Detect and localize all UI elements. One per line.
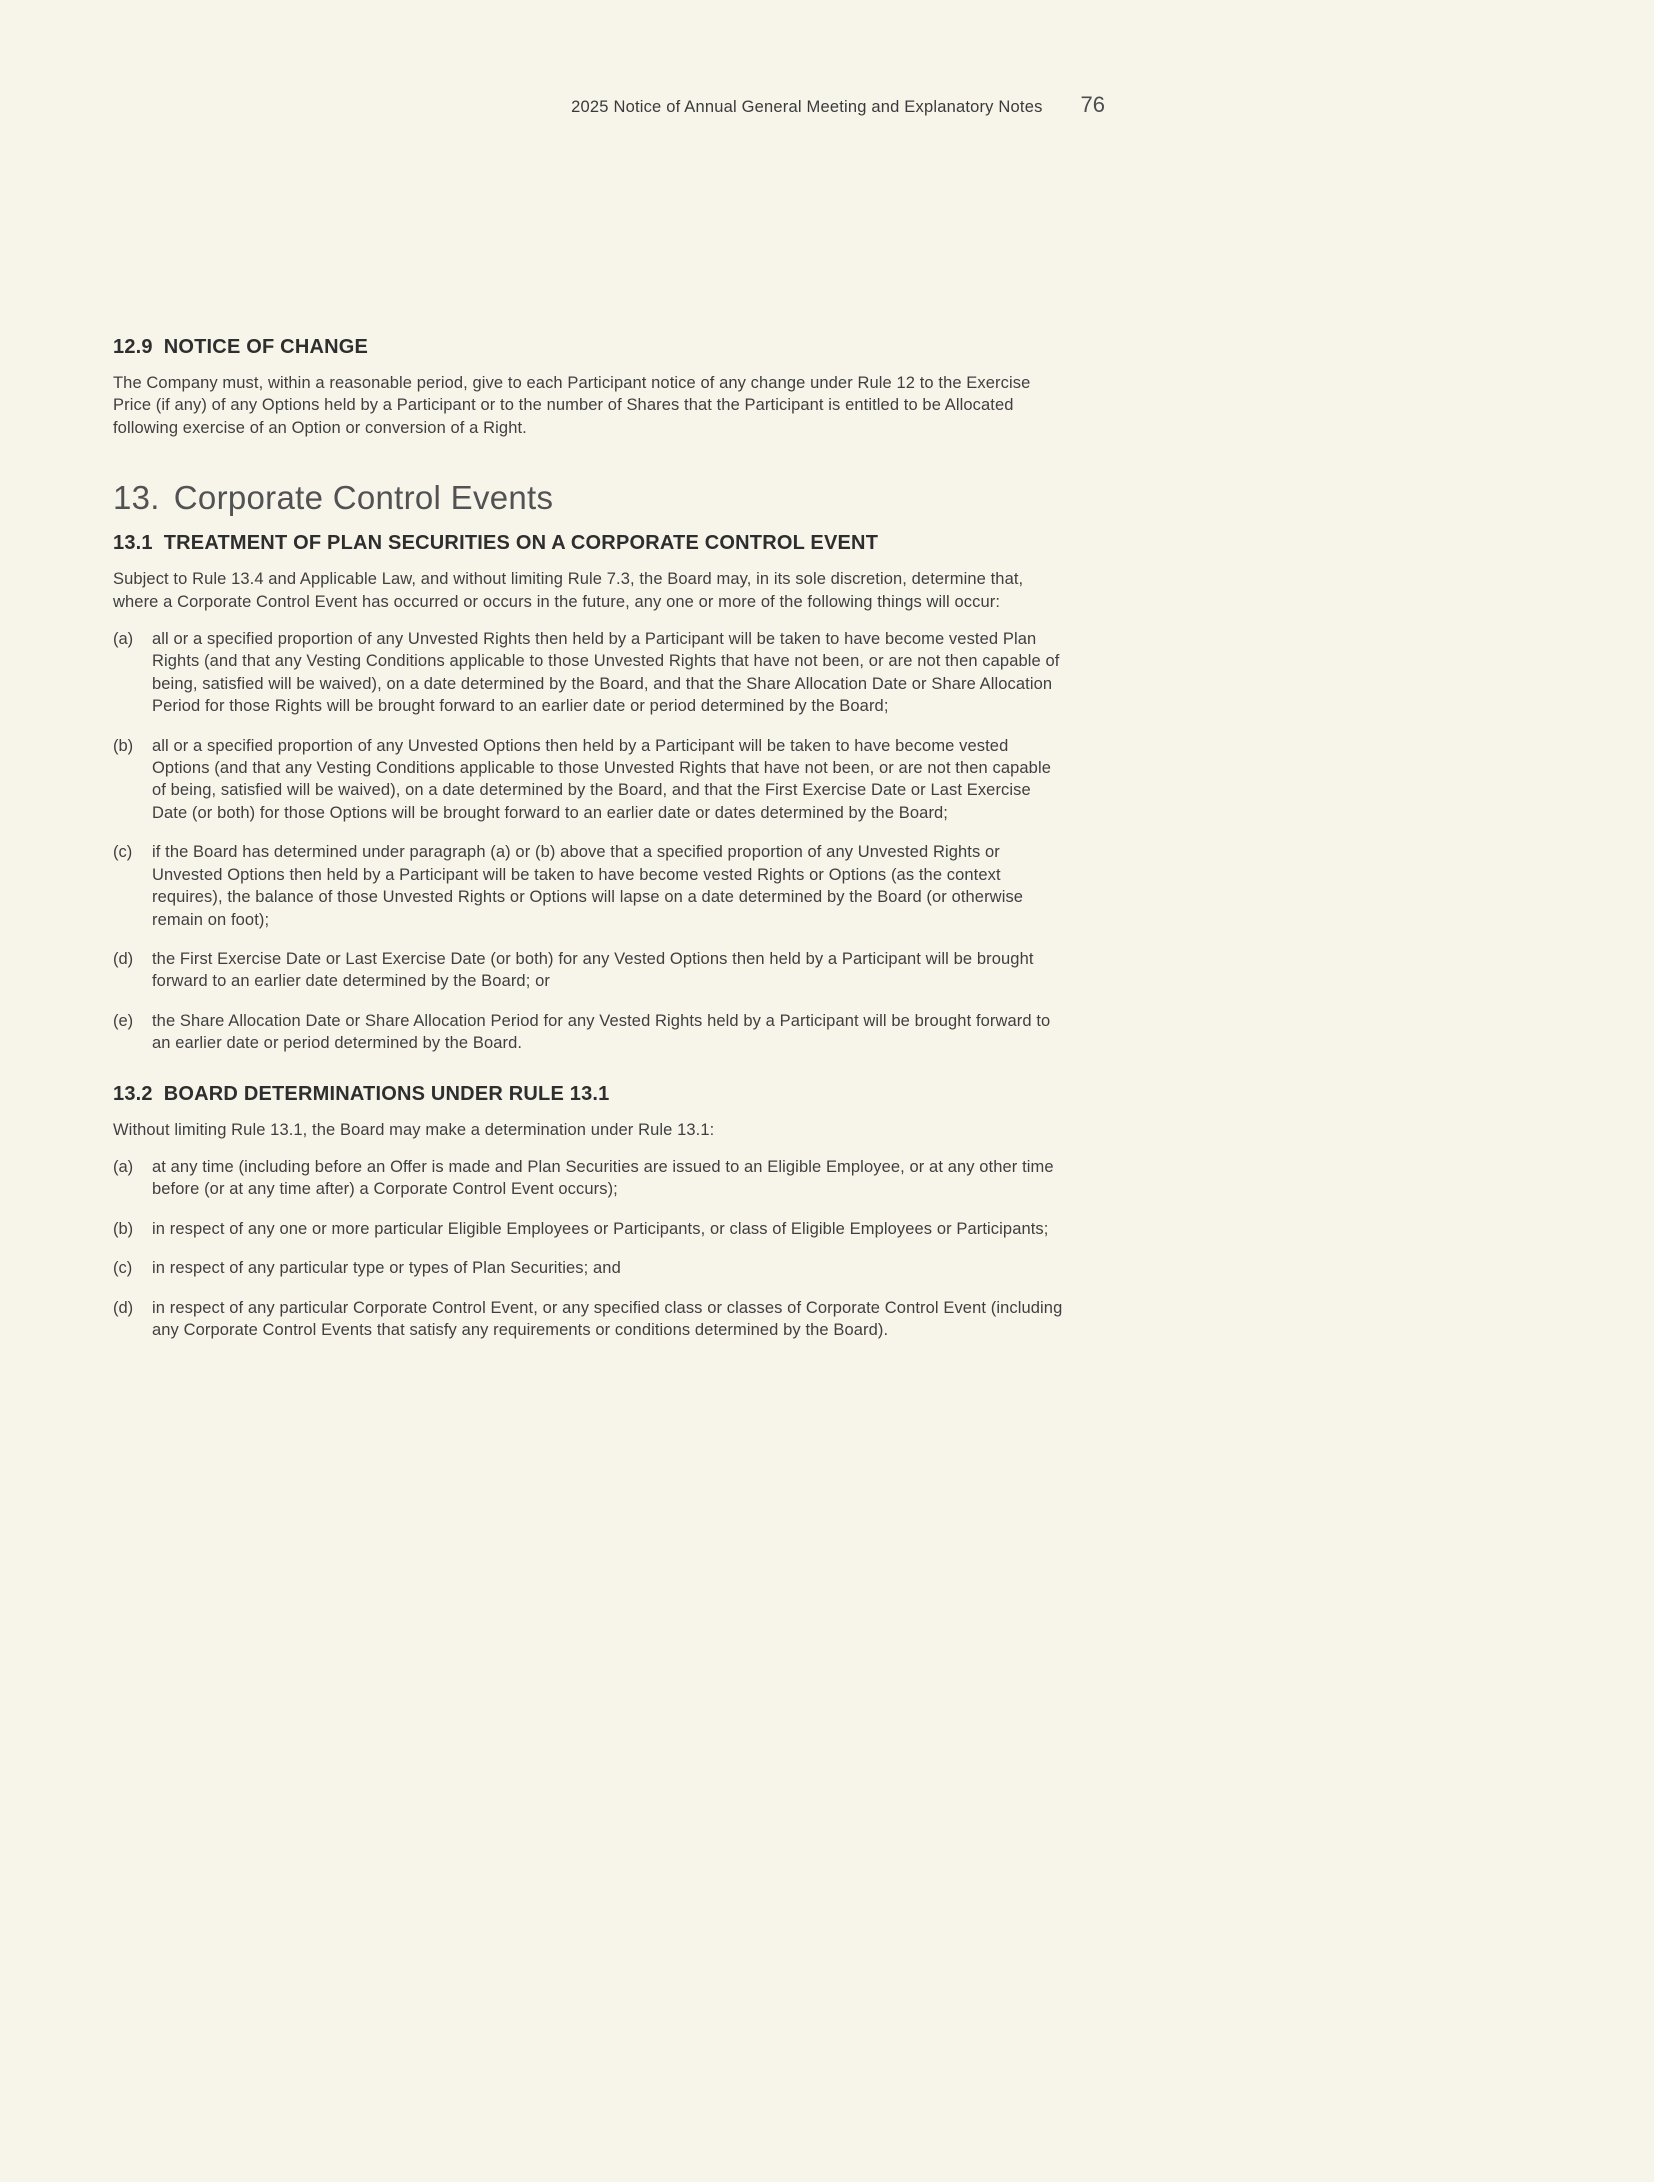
section-13-1-title: TREATMENT OF PLAN SECURITIES ON A CORPORATE CONTROL EVENT xyxy=(163,532,879,555)
clause-text: the Share Allocation Date or Share Allocation Period for any Vested Rights held by a Participant will be brought forward to an earlier date or period determined by the Board. xyxy=(152,1011,1051,1053)
page-header xyxy=(113,92,1105,118)
clause-text: the First Exercise Date or Last Exercise Date (or both) for any Vested Options then held by a Participant will be brought forward to an earlier date determined by the Board; or xyxy=(152,949,1034,991)
section-12-9-body: The Company must, within a reasonable period, give to each Participant notice of any change under Rule 12 to the Exercise Price (if any) of any Options held by a Participant or to the number of Shares that the Participant is entitled to be Allocated following exercise of an Option or conversion of a Right. xyxy=(113,374,1031,437)
list-item xyxy=(113,1010,1065,1055)
section-13-number: 13. xyxy=(113,479,160,517)
section-13-2-intro: Without limiting Rule 13.1, the Board may make a determination under Rule 13.1: xyxy=(113,1120,715,1139)
list-item xyxy=(113,1218,1065,1240)
clause-text: all or a specified proportion of any Unvested Rights then held by a Participant will be taken to have become vested Plan Rights (and that any Vesting Conditions applicable to those Unvested Rights that have not been, or are not then capable of being, satisfied will be waived), on a date determined by the Board, and that the Share Allocation Date or Share Allocation Period for those Rights will be brought forward to an earlier date or period determined by the Board; xyxy=(152,630,1060,716)
clause-label: (a) xyxy=(113,630,134,649)
clause-text: in respect of any particular type or types of Plan Securities; and xyxy=(152,1259,621,1278)
section-13-2-heading xyxy=(113,1083,1065,1106)
clause-label: (d) xyxy=(113,1298,134,1317)
list-item xyxy=(113,628,1065,718)
list-item xyxy=(113,1156,1065,1201)
section-13-1-heading xyxy=(113,532,1065,555)
section-13-heading xyxy=(113,479,1065,517)
section-12-9-heading xyxy=(113,336,1065,359)
section-13-2-clause-list xyxy=(113,1156,1065,1341)
section-13-2-title: BOARD DETERMINATIONS UNDER RULE 13.1 xyxy=(163,1082,610,1105)
page-number: 76 xyxy=(1080,92,1105,117)
section-13-1-number: 13.1 xyxy=(113,532,153,555)
clause-label: (c) xyxy=(113,843,133,862)
section-13-1-clause-list xyxy=(113,628,1065,1055)
section-12-9-number: 12.9 xyxy=(113,336,153,358)
list-item xyxy=(113,1257,1065,1279)
list-item xyxy=(113,948,1065,993)
clause-label: (b) xyxy=(113,1219,134,1238)
document-content xyxy=(113,336,1065,1341)
clause-text: at any time (including before an Offer is made and Plan Securities are issued to an Eligible Employee, or at any other time before (or at any time after) a Corporate Control Event occurs); xyxy=(152,1157,1054,1199)
list-item xyxy=(113,1297,1065,1342)
clause-text: all or a specified proportion of any Unvested Options then held by a Participant will be taken to have become vested Options (and that any Vesting Conditions applicable to those Unvested Rights that have not been, or are not then capable of being, satisfied will be waived), on a date determined by the Board, and that the First Exercise Date or Last Exercise Date (or both) for those Options will be brought forward to an earlier date or dates determined by the Board; xyxy=(152,736,1052,822)
section-12-9-title: NOTICE OF CHANGE xyxy=(163,336,369,358)
clause-label: (e) xyxy=(113,1011,134,1030)
section-13-title: Corporate Control Events xyxy=(173,479,554,517)
clause-label: (c) xyxy=(113,1259,133,1278)
list-item xyxy=(113,841,1065,931)
clause-text: in respect of any one or more particular Eligible Employees or Participants, or class of Eligible Employees or Participants; xyxy=(152,1219,1049,1238)
clause-label: (d) xyxy=(113,949,134,968)
clause-text: if the Board has determined under paragraph (a) or (b) above that a specified proportion of any Unvested Rights or Unvested Options then held by a Participant will be taken to have become vested Rights or Options (as the context requires), the balance of those Unvested Rights or Options will lapse on a date determined by the Board (or otherwise remain on foot); xyxy=(152,843,1024,929)
section-13-1-intro: Subject to Rule 13.4 and Applicable Law, and without limiting Rule 7.3, the Board may, in its sole discretion, determine that, where a Corporate Control Event has occurred or occurs in the future, any one or more of the following things will occur: xyxy=(113,570,1024,611)
clause-label: (b) xyxy=(113,736,134,755)
section-13-2-number: 13.2 xyxy=(113,1082,153,1105)
clause-text: in respect of any particular Corporate Control Event, or any specified class or classes of Corporate Control Event (including any Corporate Control Events that satisfy any requirements or conditions determined by the Board). xyxy=(152,1298,1063,1339)
header-title: 2025 Notice of Annual General Meeting and Explanatory Notes xyxy=(571,98,1043,116)
clause-label: (a) xyxy=(113,1157,134,1176)
list-item xyxy=(113,735,1065,825)
